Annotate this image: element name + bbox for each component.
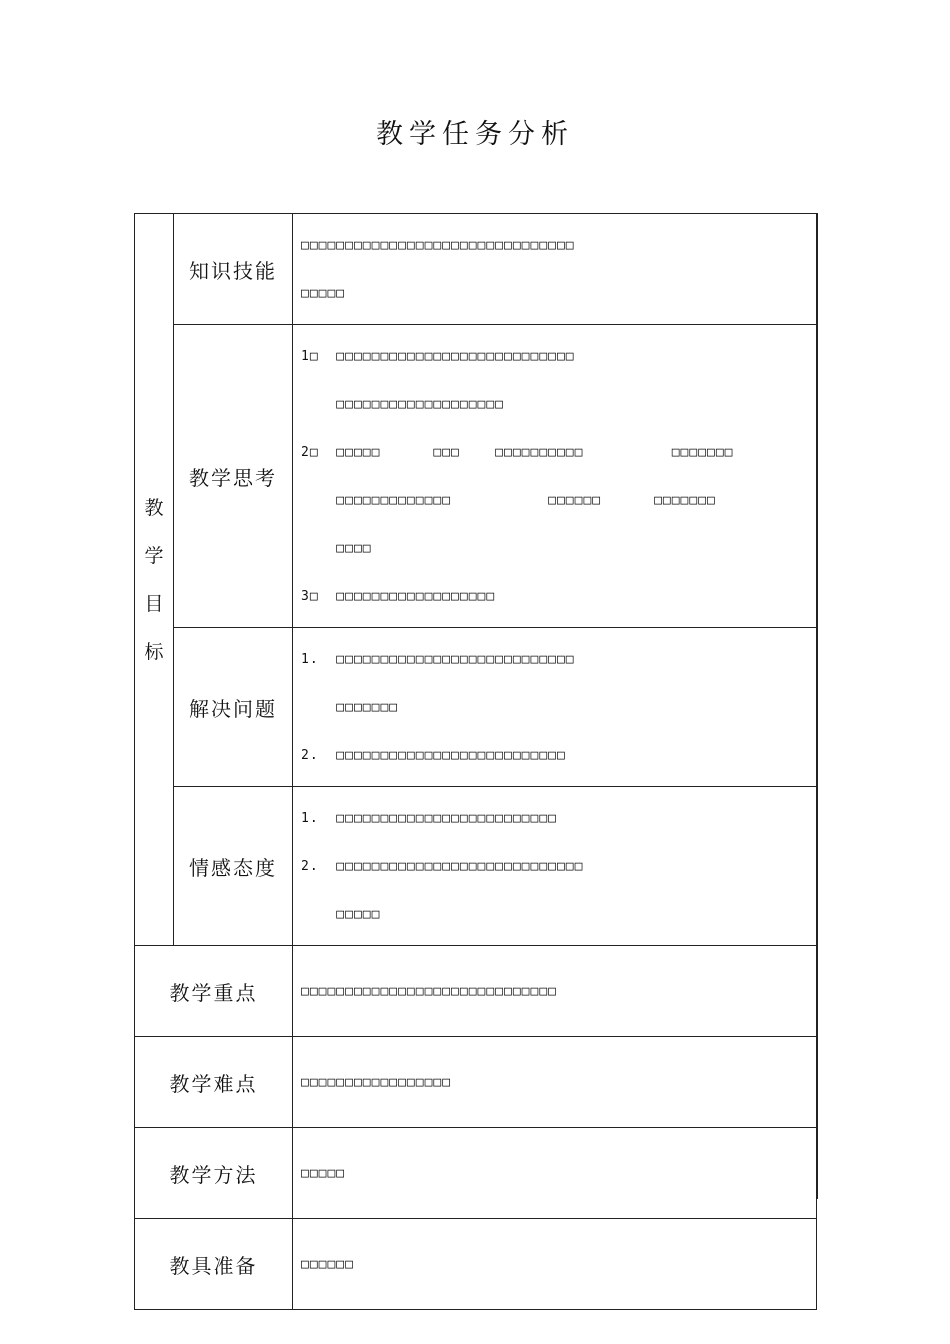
category-problem-solving: 解决问题	[174, 628, 293, 787]
goal-row-problem-solving	[135, 628, 817, 787]
value-difficult-points	[293, 1037, 817, 1128]
goals-label-char: 标	[144, 640, 164, 663]
content-line: □□□□□□□□□□□□□ □□□□□□ □□□□□□□	[301, 493, 716, 508]
content-line: □□□□□	[301, 286, 346, 301]
content-line: □□□□□□□□□□□□□□□□□□□□□□□□□□□□□	[301, 984, 557, 999]
content-line: 1. □□□□□□□□□□□□□□□□□□□□□□□□□	[301, 811, 557, 826]
content-thinking	[293, 325, 817, 628]
content-line: □□□□	[301, 541, 372, 556]
row-key-points	[135, 946, 817, 1037]
content-line: 2. □□□□□□□□□□□□□□□□□□□□□□□□□□□□	[301, 859, 584, 874]
content-line: □□□□□□□□□□□□□□□□□□□□□□□□□□□□□□□	[301, 238, 575, 253]
content-attitude	[293, 787, 817, 946]
content-line: 2. □□□□□□□□□□□□□□□□□□□□□□□□□□	[301, 748, 566, 763]
goals-label-char: 教	[144, 496, 164, 519]
value-teaching-aids	[293, 1219, 817, 1310]
content-line: □□□□□□□□□□□□□□□□□	[301, 1075, 452, 1090]
content-line: □□□□□□□	[301, 700, 399, 715]
label-teaching-method: 教学方法	[135, 1128, 293, 1219]
goal-row-attitude	[135, 787, 817, 946]
content-line: 1□ □□□□□□□□□□□□□□□□□□□□□□□□□□□	[301, 349, 575, 364]
row-teaching-aids	[135, 1219, 817, 1310]
value-teaching-method	[293, 1128, 817, 1219]
content-line: □□□□□□□□□□□□□□□□□□□	[301, 397, 505, 412]
content-problem-solving	[293, 628, 817, 787]
label-teaching-aids: 教具准备	[135, 1219, 293, 1310]
label-difficult-points: 教学难点	[135, 1037, 293, 1128]
content-line: □□□□□□	[301, 1257, 354, 1272]
category-thinking: 教学思考	[174, 325, 293, 628]
content-knowledge	[293, 214, 817, 325]
content-line: 3□ □□□□□□□□□□□□□□□□□□	[301, 589, 496, 604]
label-key-points: 教学重点	[135, 946, 293, 1037]
goal-row-thinking	[135, 325, 817, 628]
value-key-points	[293, 946, 817, 1037]
row-teaching-method	[135, 1128, 817, 1219]
category-attitude: 情感态度	[174, 787, 293, 946]
content-line: □□□□□	[301, 907, 381, 922]
row-difficult-points	[135, 1037, 817, 1128]
content-line: 2□ □□□□□ □□□ □□□□□□□□□□ □□□□□□□	[301, 445, 734, 460]
goals-label-char: 目	[144, 592, 164, 615]
category-knowledge: 知识技能	[174, 214, 293, 325]
goals-label-char: 学	[144, 544, 164, 567]
content-line: 1. □□□□□□□□□□□□□□□□□□□□□□□□□□□	[301, 652, 575, 667]
table-right-border-double	[817, 213, 818, 1199]
goal-row-knowledge	[135, 214, 817, 325]
goals-label	[135, 214, 174, 946]
task-analysis-table	[134, 213, 817, 1310]
page-title: 教学任务分析	[376, 119, 574, 150]
content-line: □□□□□	[301, 1166, 346, 1181]
